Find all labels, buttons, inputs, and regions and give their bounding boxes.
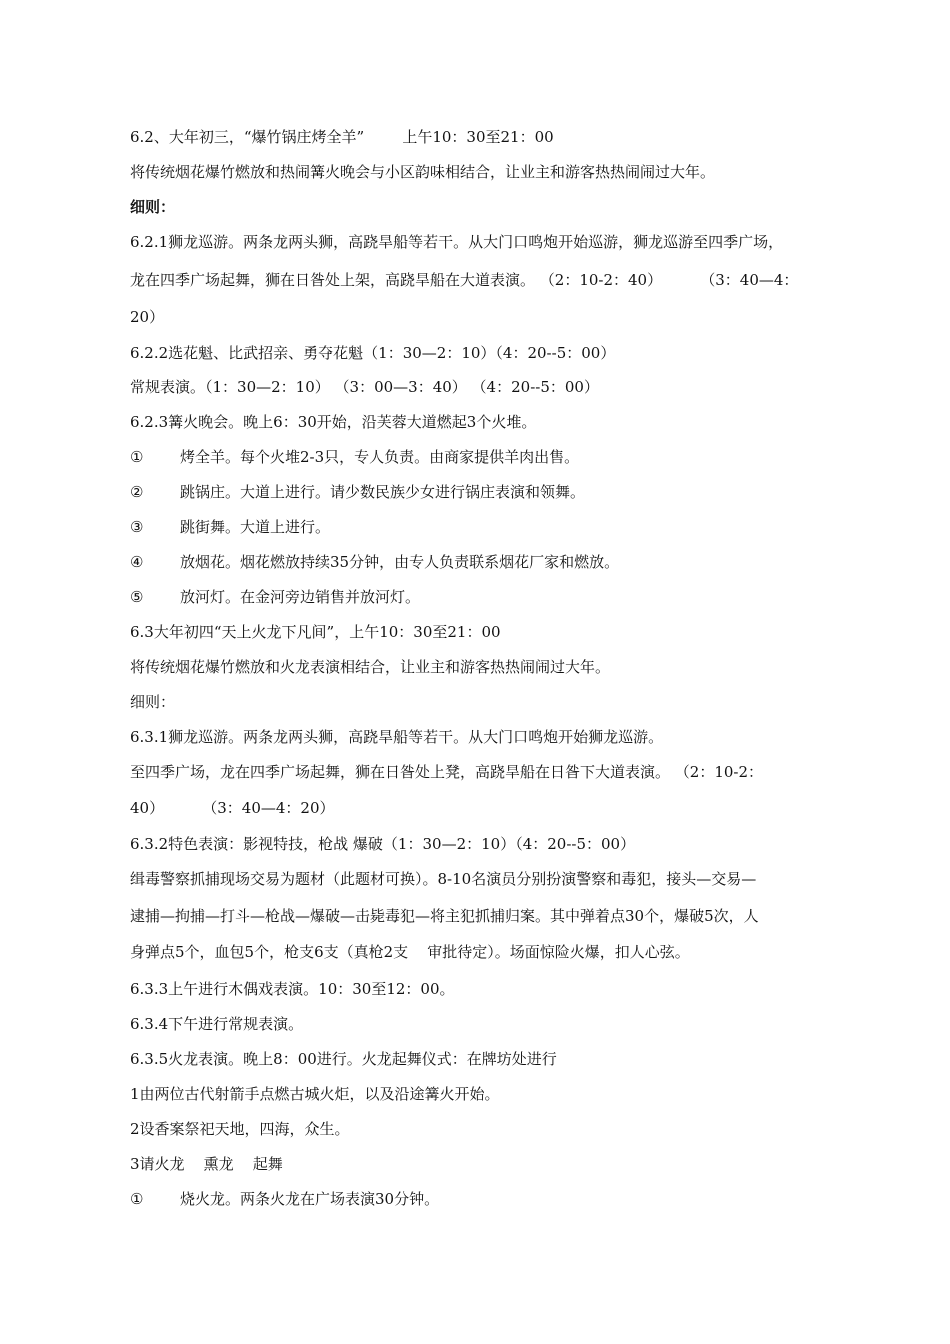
list-item-text: 放烟花。烟花燃放持续35分钟，由专人负责联系烟花厂家和燃放。 [180, 553, 620, 571]
list-item-text: 烤全羊。每个火堆2-3只，专人负责。由商家提供羊肉出售。 [180, 448, 580, 466]
list-marker: ② [130, 483, 144, 501]
paragraph: 至四季广场，龙在四季广场起舞，狮在日昝处上凳，高跷旱船在日昝下大道表演。 （2：10-2： [130, 763, 764, 781]
list-marker: ③ [130, 518, 144, 536]
list-item [130, 517, 330, 537]
paragraph: 6.3.2特色表演：影视特技，枪战 爆破（1：30—2：10）（4：20--5：00） [130, 835, 636, 853]
paragraph: 6.2.3篝火晚会。晚上6：30开始，沿芙蓉大道燃起3个火堆。 [130, 413, 537, 431]
paragraph: 6.3.4下午进行常规表演。 [130, 1015, 304, 1033]
paragraph: 6.3.1狮龙巡游。两条龙两头狮，高跷旱船等若干。从大门口鸣炮开始狮龙巡游。 [130, 728, 664, 746]
paragraph: 20） [130, 308, 165, 326]
section-6-2-heading: 6.2、大年初三，“爆竹锅庄烤全羊” 上午10：30至21：00 [130, 128, 554, 146]
paragraph: 将传统烟花爆竹燃放和热闹篝火晚会与小区韵味相结合，让业主和游客热热闹闹过大年。 [130, 163, 716, 181]
list-marker: ① [130, 1190, 144, 1208]
list-marker: ④ [130, 553, 144, 571]
paragraph: 2设香案祭祀天地，四海，众生。 [130, 1120, 350, 1138]
list-item [130, 1189, 439, 1209]
paragraph: 身弹点5个，血包5个，枪支6支（真枪2支 审批待定）。场面惊险火爆，扣人心弦。 [130, 943, 690, 961]
list-item [130, 552, 619, 572]
paragraph: 缉毒警察抓捕现场交易为题材（此题材可换）。8-10名演员分别扮演警察和毒犯，接头—交易— [130, 870, 757, 888]
paragraph: 龙在四季广场起舞，狮在日昝处上架，高跷旱船在大道表演。 （2：10-2：40） （3：40—4： [130, 271, 799, 289]
list-item-text: 烧火龙。两条火龙在广场表演30分钟。 [180, 1190, 440, 1208]
paragraph: 6.2.2选花魁、比武招亲、勇夺花魁（1：30—2：10）（4：20--5：00） [130, 344, 616, 362]
section-6-3-heading: 6.3大年初四“天上火龙下凡间”，上午10：30至21：00 [130, 623, 501, 641]
paragraph: 将传统烟花爆竹燃放和火龙表演相结合，让业主和游客热热闹闹过大年。 [130, 658, 611, 676]
list-item [130, 447, 579, 467]
list-item [130, 587, 420, 607]
paragraph: 逮捕—拘捕—打斗—枪战—爆破—击毙毒犯—将主犯抓捕归案。其中弹着点30个，爆破5次，人 [130, 907, 759, 925]
list-item-text: 跳锅庄。大道上进行。请少数民族少女进行锅庄表演和领舞。 [180, 483, 586, 501]
list-item-text: 放河灯。在金河旁边销售并放河灯。 [180, 588, 421, 606]
rules-heading: 细则： [130, 693, 176, 711]
list-marker: ⑤ [130, 588, 144, 606]
rules-heading: 细则： [130, 198, 176, 216]
paragraph: 6.2.1狮龙巡游。两条龙两头狮，高跷旱船等若干。从大门口鸣炮开始巡游，狮龙巡游至四季广场， [130, 233, 784, 251]
list-item-text: 跳街舞。大道上进行。 [180, 518, 331, 536]
paragraph: 常规表演。（1：30—2：10） （3：00—3：40） （4：20--5：00） [130, 378, 599, 396]
paragraph: 3请火龙 熏龙 起舞 [130, 1155, 283, 1173]
list-item [130, 482, 585, 502]
paragraph: 6.3.3上午进行木偶戏表演。10：30至12：00。 [130, 980, 455, 998]
list-marker: ① [130, 448, 144, 466]
paragraph: 1由两位古代射箭手点燃古城火炬，以及沿途篝火开始。 [130, 1085, 500, 1103]
paragraph: 40） （3：40—4：20） [130, 799, 335, 817]
paragraph: 6.3.5火龙表演。晚上8：00进行。火龙起舞仪式：在牌坊处进行 [130, 1050, 557, 1068]
